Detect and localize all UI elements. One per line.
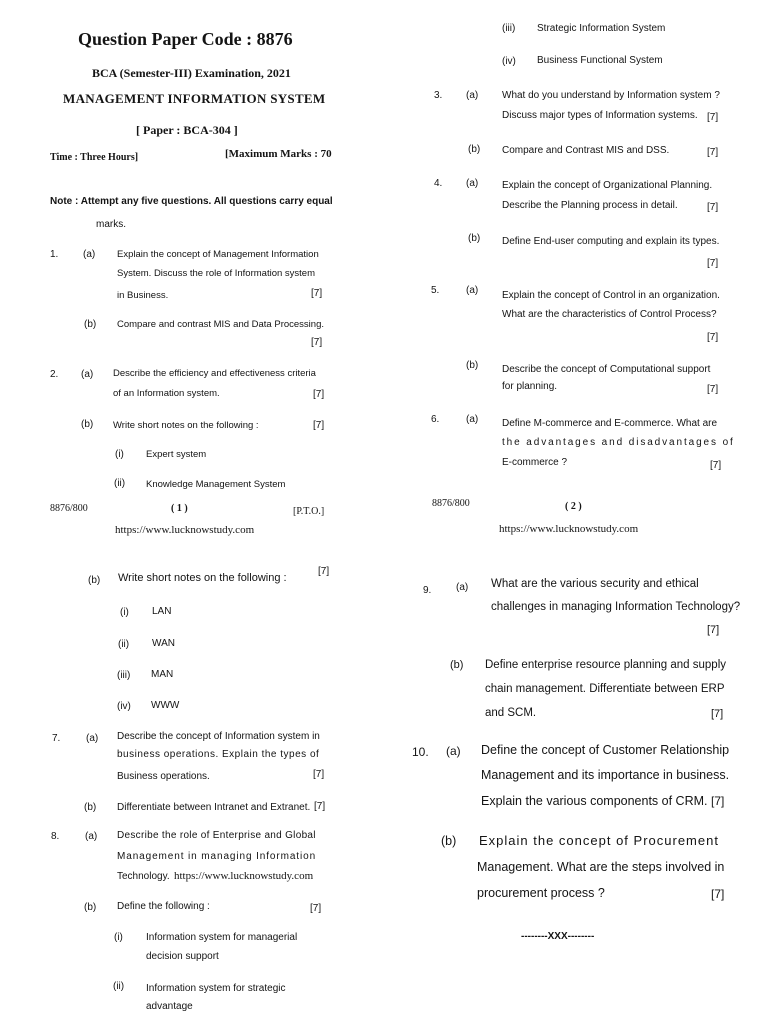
p3-iii-label: (iii) xyxy=(117,670,131,681)
q4-number: 4. xyxy=(434,178,443,189)
q2b-ii-text: Knowledge Management System xyxy=(146,479,286,490)
q8b-i-line-1: Information system for managerial xyxy=(146,932,298,943)
q7b-line-1: Differentiate between Intranet and Extranet. xyxy=(117,802,311,813)
q7b-marks: [7] xyxy=(314,801,326,812)
q3b-marks: [7] xyxy=(707,147,719,158)
q8a-line-2: Management in managing Information xyxy=(117,851,317,862)
q8b-i-line-2: decision support xyxy=(146,951,219,962)
q9b-label: (b) xyxy=(450,659,464,671)
q8-number: 8. xyxy=(51,831,60,842)
footer-pto: [P.T.O.] xyxy=(293,506,325,517)
q10b-label: (b) xyxy=(441,834,457,848)
q5b-line-2: for planning. xyxy=(502,381,558,392)
q9-number: 9. xyxy=(423,585,432,596)
q4b-line-1: Define End-user computing and explain its types. xyxy=(502,236,720,247)
footer-url-p1: https://www.lucknowstudy.com xyxy=(115,524,255,536)
q1a-line-2: System. Discuss the role of Information system xyxy=(117,268,315,279)
q8b-marks: [7] xyxy=(310,903,322,914)
p3-iv-label: (iv) xyxy=(117,701,131,712)
q10b-marks: [7] xyxy=(711,887,725,901)
q9a-label: (a) xyxy=(456,582,469,593)
page-number-1: ( 1 ) xyxy=(171,503,188,514)
p2-iii-text: Strategic Information System xyxy=(537,23,666,34)
q2-number: 2. xyxy=(50,369,59,380)
q3-number: 3. xyxy=(434,90,443,101)
q3a-line-1: What do you understand by Information system ? xyxy=(502,90,720,101)
q2b-ii-label: (ii) xyxy=(114,478,126,489)
q8a-line-3: Technology. xyxy=(117,871,170,882)
page-number-2: ( 2 ) xyxy=(565,501,582,512)
q7a-label: (a) xyxy=(86,733,99,744)
footer-url-p2: https://www.lucknowstudy.com xyxy=(499,523,639,535)
q8a-label: (a) xyxy=(85,831,98,842)
q2a-line-1: Describe the efficiency and effectiveness criteria xyxy=(113,368,316,379)
q1a-marks: [7] xyxy=(311,288,323,299)
q3b-label: (b) xyxy=(468,144,481,155)
p3-iv-text: WWW xyxy=(151,700,180,711)
q9a-line-2: challenges in managing Information Technology? xyxy=(491,601,741,613)
q10b-line-3: procurement process ? xyxy=(477,886,605,900)
q3a-label: (a) xyxy=(466,90,479,101)
q5a-line-2: What are the characteristics of Control Process? xyxy=(502,309,717,320)
q7a-line-2: business operations. Explain the types of xyxy=(117,749,320,760)
q2a-marks: [7] xyxy=(313,389,325,400)
q9b-line-2: chain management. Differentiate between ERP xyxy=(485,683,725,695)
page-4 xyxy=(0,545,768,1024)
q6a-marks: [7] xyxy=(710,460,722,471)
footer-code-p2: 8876/800 xyxy=(432,498,470,509)
q5a-label: (a) xyxy=(466,285,479,296)
q4a-label: (a) xyxy=(466,178,479,189)
q2b-marks: [7] xyxy=(313,420,325,431)
q2b-line-1: Write short notes on the following : xyxy=(113,420,259,431)
p3-ii-text: WAN xyxy=(152,638,175,649)
paper-code: [ Paper : BCA-304 ] xyxy=(136,123,238,137)
q7a-line-3: Business operations. xyxy=(117,771,210,782)
q6a-line-2: the advantages and disadvantages of xyxy=(502,437,735,448)
q2a-label: (a) xyxy=(81,369,94,380)
p2-iv-text: Business Functional System xyxy=(537,55,663,66)
q10b-line-1: Explain the concept of Procurement xyxy=(479,833,719,848)
q1a-line-3: in Business. xyxy=(117,290,169,301)
q10a-line-2: Management and its importance in business. xyxy=(481,768,730,782)
q6b-line-1: Write short notes on the following : xyxy=(118,572,287,584)
exam-title: BCA (Semester-III) Examination, 2021 xyxy=(92,66,291,80)
q4a-line-1: Explain the concept of Organizational Planning. xyxy=(502,180,713,191)
q10a-line-1: Define the concept of Customer Relationship xyxy=(481,743,730,757)
q6b-label: (b) xyxy=(88,575,101,586)
max-marks-label: [Maximum Marks : 70 xyxy=(225,148,332,160)
p2-iii-label: (iii) xyxy=(502,23,516,34)
q10-number: 10. xyxy=(412,745,429,759)
q1a-line-1: Explain the concept of Management Information xyxy=(117,249,319,260)
q1a-label: (a) xyxy=(83,249,96,260)
q6-number: 6. xyxy=(431,414,440,425)
p3-iii-text: MAN xyxy=(151,669,174,680)
end-of-paper-mark: --------XXX-------- xyxy=(521,931,595,942)
q8b-label: (b) xyxy=(84,902,97,913)
q8b-i-label: (i) xyxy=(114,932,123,943)
q5a-line-1: Explain the concept of Control in an organization. xyxy=(502,290,720,301)
q7b-label: (b) xyxy=(84,802,97,813)
q4a-line-2: Describe the Planning process in detail. xyxy=(502,200,678,211)
q5b-marks: [7] xyxy=(707,384,719,395)
note-line-2: marks. xyxy=(96,219,126,230)
q1b-label: (b) xyxy=(84,319,97,330)
p2-iv-label: (iv) xyxy=(502,56,516,67)
subject-title: MANAGEMENT INFORMATION SYSTEM xyxy=(63,91,326,106)
q7a-line-1: Describe the concept of Information system in xyxy=(117,731,320,742)
q8a-line-1: Describe the role of Enterprise and Global xyxy=(117,830,316,841)
q6a-line-1: Define M-commerce and E-commerce. What are xyxy=(502,418,718,429)
q1b-marks: [7] xyxy=(311,337,323,348)
q9b-line-3: and SCM. xyxy=(485,707,537,719)
q2a-line-2: of an Information system. xyxy=(113,388,220,399)
q2b-i-label: (i) xyxy=(115,449,124,460)
q9b-line-1: Define enterprise resource planning and supply xyxy=(485,659,727,671)
q5b-line-1: Describe the concept of Computational support xyxy=(502,364,711,375)
p3-i-text: LAN xyxy=(152,606,172,617)
time-label: Time : Three Hours] xyxy=(50,152,139,163)
q6a-label: (a) xyxy=(466,414,479,425)
q4b-marks: [7] xyxy=(707,258,719,269)
note-line-1: Note : Attempt any five questions. All questions carry equal xyxy=(50,196,333,207)
q8b-ii-label: (ii) xyxy=(113,981,125,992)
q5-number: 5. xyxy=(431,285,440,296)
q8b-line-1: Define the following : xyxy=(117,901,210,912)
footer-code-p1: 8876/800 xyxy=(50,503,88,514)
q9a-line-1: What are the various security and ethical xyxy=(491,578,699,590)
q4a-marks: [7] xyxy=(707,202,719,213)
q2b-label: (b) xyxy=(81,419,94,430)
q8b-ii-line-1: Information system for strategic xyxy=(146,983,286,994)
q2b-i-text: Expert system xyxy=(146,449,207,460)
p3-ii-label: (ii) xyxy=(118,639,130,650)
q8b-ii-line-2: advantage xyxy=(146,1001,193,1012)
q3a-line-2: Discuss major types of Information systems. xyxy=(502,110,698,121)
q4b-label: (b) xyxy=(468,233,481,244)
q7a-marks: [7] xyxy=(313,769,325,780)
q3a-marks: [7] xyxy=(707,112,719,123)
q10b-line-2: Management. What are the steps involved in xyxy=(477,860,725,874)
p3-i-label: (i) xyxy=(120,607,129,618)
q8a-url: https://www.lucknowstudy.com xyxy=(174,870,314,882)
q1-number: 1. xyxy=(50,249,59,260)
q10a-line-3: Explain the various components of CRM. xyxy=(481,794,708,808)
q7-number: 7. xyxy=(52,733,61,744)
q9b-marks: [7] xyxy=(711,708,724,720)
q6b-marks: [7] xyxy=(318,566,330,577)
q3b-line-1: Compare and Contrast MIS and DSS. xyxy=(502,145,670,156)
question-paper-code-title: Question Paper Code : 8876 xyxy=(78,29,293,49)
q6a-line-3: E-commerce ? xyxy=(502,457,568,468)
q9a-marks: [7] xyxy=(707,624,720,636)
q10a-marks: [7] xyxy=(711,794,725,808)
q5a-marks: [7] xyxy=(707,332,719,343)
q10a-label: (a) xyxy=(446,744,461,758)
q5b-label: (b) xyxy=(466,360,479,371)
q1b-line-1: Compare and contrast MIS and Data Processing. xyxy=(117,319,324,330)
